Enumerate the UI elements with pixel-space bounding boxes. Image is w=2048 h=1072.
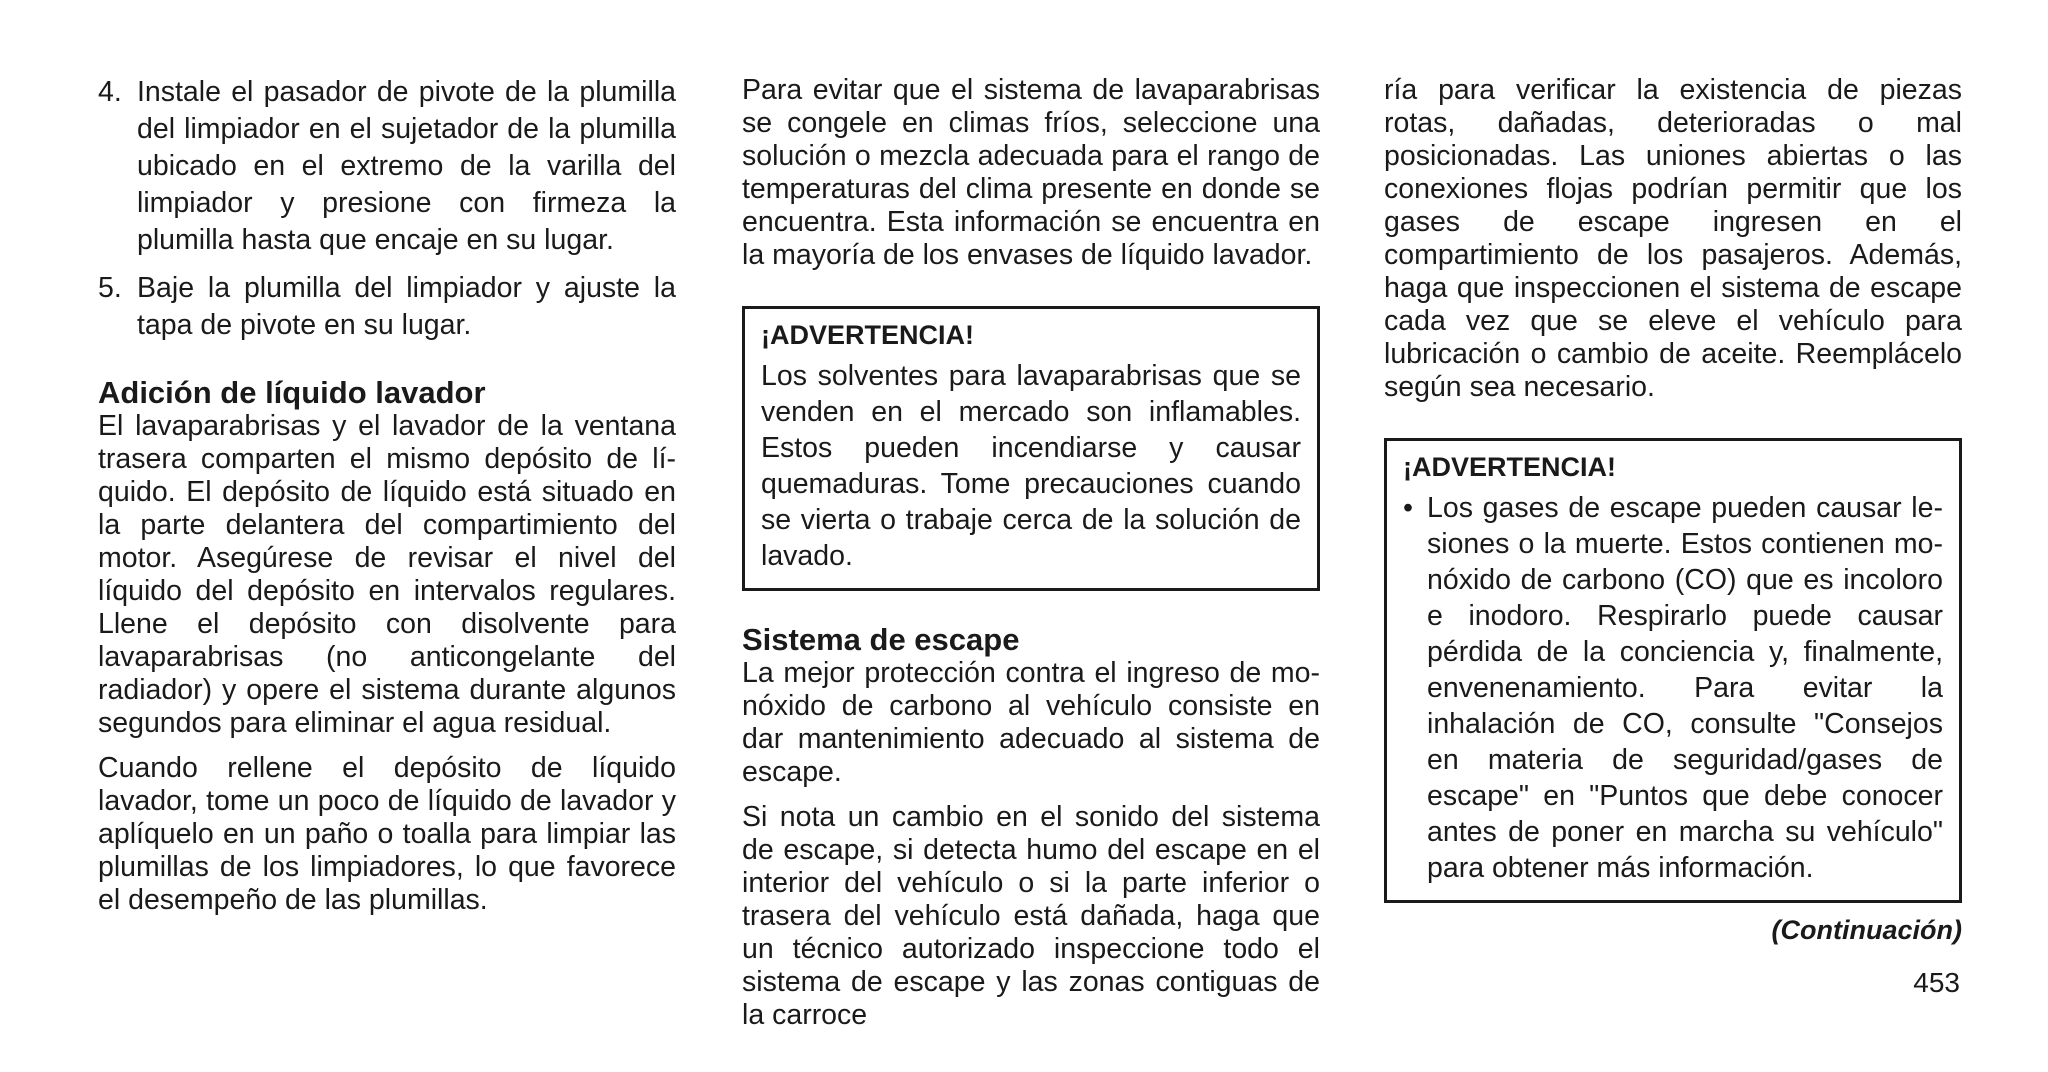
- warning-title: ¡ADVERTENCIA!: [1403, 452, 1616, 482]
- paragraph: Para evitar que el sistema de lavaparabrisas se congele en climas fríos, seleccione una solución o mezcla adecuada para el rango de temperaturas del clima presente en donde se encuentra. Esta información se encuentra en la mayoría de los envases de líquido lavador.: [742, 74, 1320, 271]
- continuation-label: (Continuación): [1771, 915, 1962, 945]
- paragraph: Si nota un cambio en el sonido del sistema de escape, si detecta humo del escape en el interior del vehículo o si la parte inferior o trasera del vehículo está dañada, haga que un técnico autorizado inspeccione todo el sistema de escape y las zonas contiguas de la carroce: [742, 801, 1320, 1031]
- warning-box: [742, 306, 1320, 591]
- warning-title: ¡ADVERTENCIA!: [761, 320, 974, 350]
- column-3: [1384, 74, 1962, 949]
- paragraph: El lavaparabrisas y el lavador de la ventana trasera comparten el mismo depósito de líquido. El depósito de líquido está situado en la parte delantera del compartimiento del motor. Asegúrese de revisar el nivel del líquido del depósito en intervalos regulares. Llene el depósito con disolvente para lavaparabrisas (no anticongelante del radiador) y opere el sistema durante algunos segundos para eliminar el agua residual.: [98, 410, 676, 739]
- step-text: Instale el pasador de pivote de la plumilla del limpiador en el sujetador de la plumilla ubicado en el extremo de la varilla del limpiador y presione con firmeza la plumilla hasta que encaje en su lugar.: [137, 76, 676, 256]
- paragraph: La mejor protección contra el ingreso de monóxido de carbono al vehículo consiste en dar mantenimiento adecuado al sistema de escape.: [742, 657, 1320, 788]
- column-1: [98, 74, 676, 917]
- paragraph: ría para verificar la existencia de piezas rotas, dañadas, deterioradas o mal posicionadas. Las uniones abiertas o las conexiones flojas podrían permitir que los gases de escape ingresen en el compartimiento de los pasajeros. Además, haga que inspeccionen el sistema de escape cada vez que se eleve el vehículo para lubricación o cambio de aceite. Reemplácelo según sea necesario.: [1384, 74, 1962, 403]
- warning-text: Los solventes para lavaparabrisas que se venden en el mercado son inflamables. Estos pueden incendiarse y causar quemaduras. Tome precauciones cuando se vierta o trabaje cerca de la solución de lavado.: [761, 360, 1301, 572]
- step-item: [98, 74, 676, 259]
- step-number: 4.: [98, 76, 122, 108]
- section-heading-exhaust-system: Sistema de escape: [742, 622, 1020, 657]
- column-2: [742, 74, 1320, 1032]
- section-heading-washer-fluid: Adición de líquido lavador: [98, 375, 486, 410]
- bullet-icon: •: [1403, 492, 1413, 524]
- warning-bullet: [1403, 490, 1943, 886]
- step-item: [98, 270, 676, 344]
- paragraph: Cuando rellene el depósito de líquido lavador, tome un poco de líquido de lavador y aplíquelo en un paño o toalla para limpiar las plumillas de los limpiadores, lo que favorece el desempeño de las plumillas.: [98, 752, 676, 916]
- warning-bullet-text: Los gases de escape pueden causar lesiones o la muerte. Estos contienen monóxido de carbono (CO) que es incoloro e inodoro. Respirarlo puede causar pérdida de la conciencia y, finalmente, envenenamiento. Para evitar la inhalación de CO, consulte "Consejos en materia de seguridad/gases de escape" en "Puntos que debe conocer antes de poner en marcha su vehículo" para obtener más información.: [1427, 492, 1943, 884]
- page-number: 453: [1913, 967, 1960, 998]
- warning-box: [1384, 438, 1962, 903]
- step-number: 5.: [98, 272, 122, 304]
- step-text: Baje la plumilla del limpiador y ajuste la tapa de pivote en su lugar.: [137, 272, 676, 341]
